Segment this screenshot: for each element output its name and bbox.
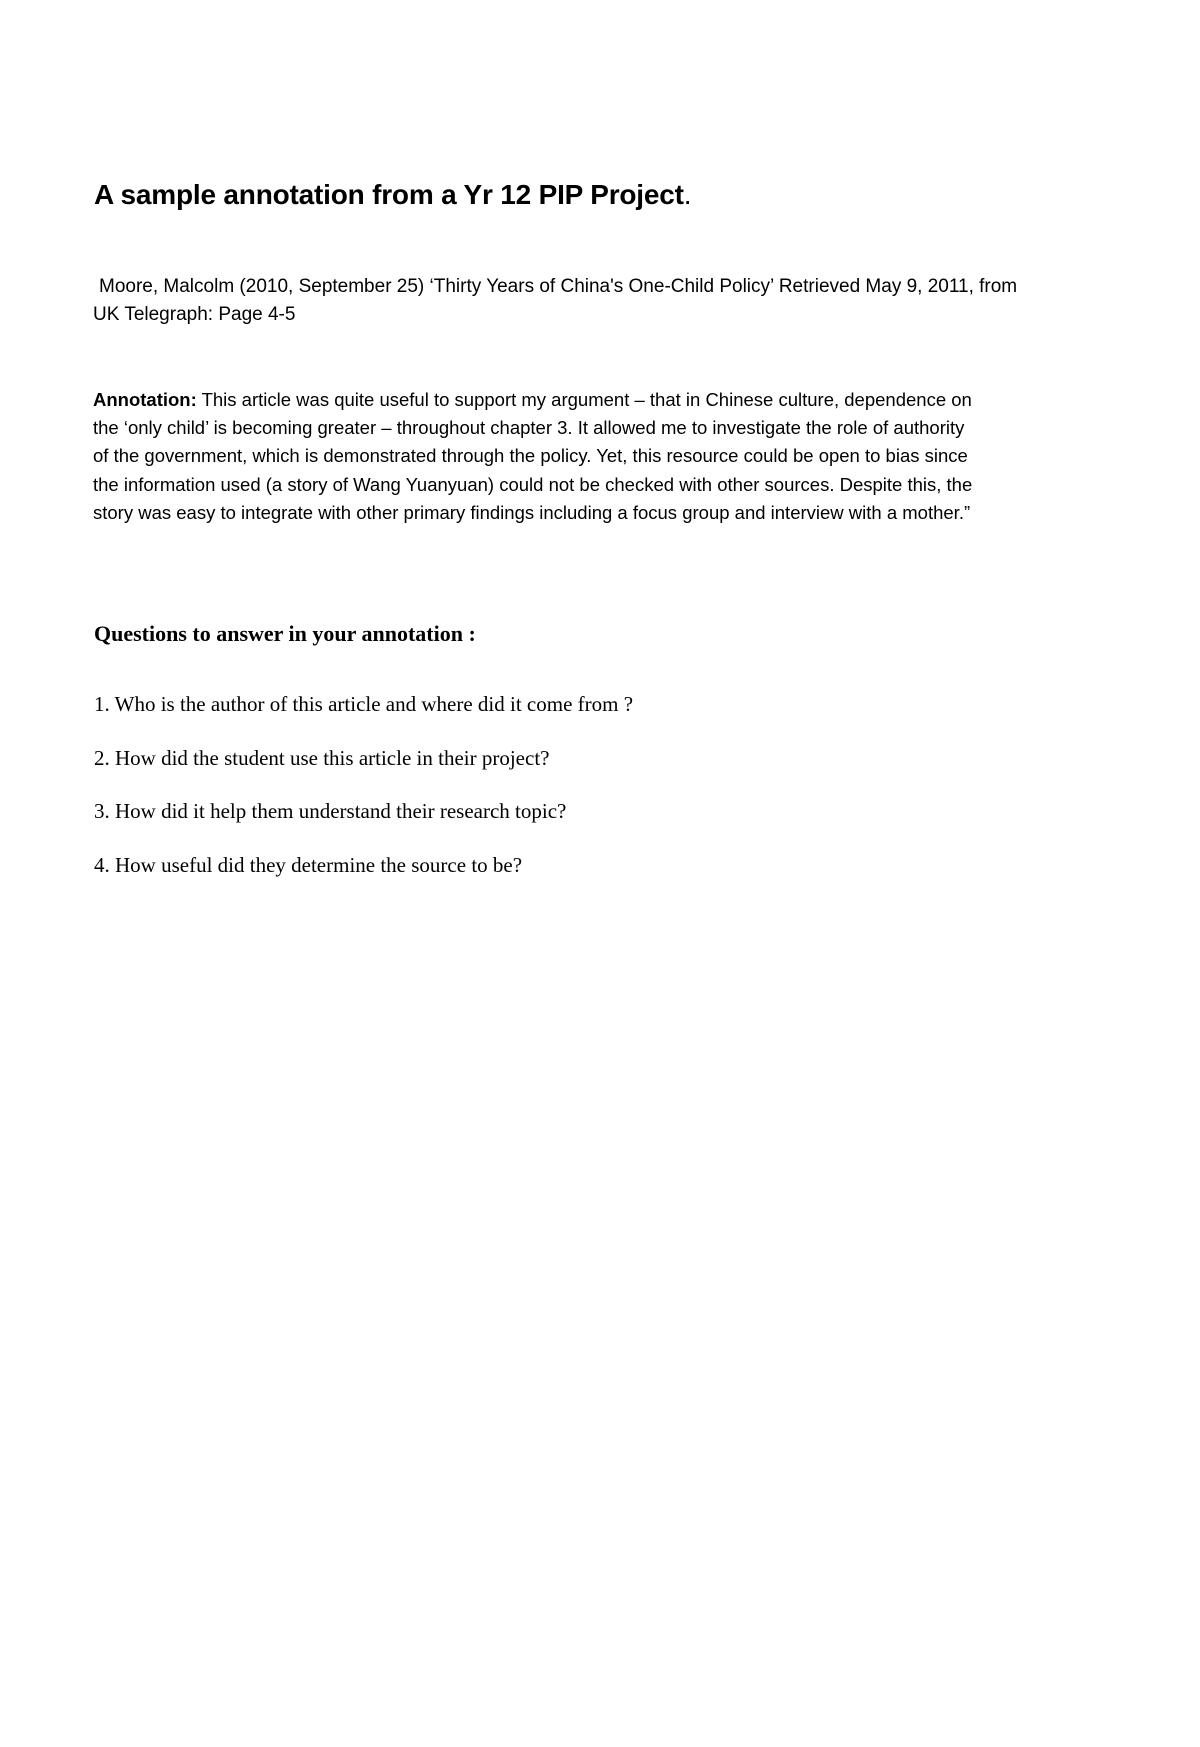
questions-heading: Questions to answer in your annotation : (94, 621, 476, 646)
annotation-line-3: of the government, which is demonstrated through the policy. Yet, this resource could be open to bias since (93, 445, 968, 467)
document-title (94, 178, 691, 212)
question-item: 3. How did it help them understand their research topic? (94, 799, 567, 823)
annotation-line-4: the information used (a story of Wang Yuanyuan) could not be checked with other sources. Despite this, the (93, 473, 973, 495)
annotation-line-2: the ‘only child’ is becoming greater – throughout chapter 3. It allowed me to investigate the role of authority (93, 417, 965, 439)
annotation-paragraph (93, 386, 1133, 527)
annotation-line-1 (93, 386, 1133, 414)
citation-line-2: UK Telegraph: Page 4-5 (93, 304, 296, 325)
document-title-text: A sample annotation from a Yr 12 PIP Project (94, 179, 684, 210)
annotation-line-5: story was easy to integrate with other primary findings including a focus group and interview with a mother.” (93, 501, 971, 523)
citation (93, 273, 1133, 329)
document-title-period: . (683, 179, 692, 210)
question-item: 2. How did the student use this article in their project? (94, 746, 550, 770)
citation-line-1: Moore, Malcolm (2010, September 25) ‘Thirty Years of China's One-Child Policy’ Retrieved May 9, 2011, from (99, 276, 1018, 297)
question-item: 1. Who is the author of this article and where did it come from ? (94, 692, 634, 716)
annotation-label: Annotation: (93, 389, 197, 410)
annotation-line-1-text: This article was quite useful to support my argument – that in Chinese culture, dependence on (196, 389, 972, 410)
question-item: 4. How useful did they determine the source to be? (94, 853, 523, 877)
